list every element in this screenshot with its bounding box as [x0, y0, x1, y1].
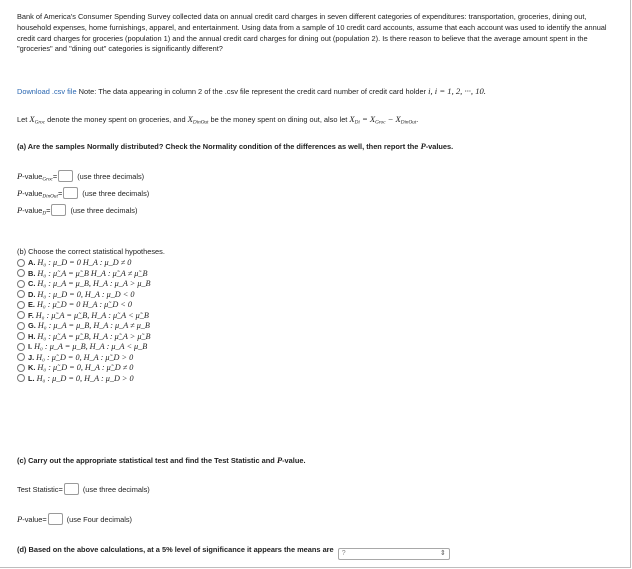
x-symbol: X — [349, 114, 355, 124]
pvalue-row — [17, 513, 132, 526]
choice-j[interactable] — [17, 352, 165, 363]
i-subscript: i — [358, 119, 360, 126]
x-symbol: X — [395, 114, 401, 124]
hypotheses-choices — [17, 247, 165, 384]
groc-subscript: Groc — [34, 119, 46, 126]
choice-e[interactable] — [17, 300, 165, 311]
pvalue-d-input[interactable] — [51, 204, 66, 216]
pvalue-label: -value — [22, 206, 43, 215]
part-a-text-end: -values. — [425, 142, 454, 151]
part-c-text-end: -value. — [282, 456, 306, 465]
part-b-question: (b) Choose the correct statistical hypotheses. — [17, 247, 165, 256]
pvalue-dinout-input[interactable] — [63, 187, 78, 199]
radio-b[interactable] — [17, 269, 25, 277]
equals-sign: = — [46, 206, 51, 215]
p-symbol: P — [17, 514, 23, 524]
choice-k[interactable] — [17, 363, 165, 374]
hint-text: (use Four decimals) — [66, 515, 133, 524]
radio-d[interactable] — [17, 290, 25, 298]
equals-sign: = — [57, 189, 63, 198]
x-symbol: X — [187, 114, 193, 124]
dining-text: be the money spent on dining out, also let — [210, 115, 348, 124]
part-a-text: (a) Are the samples Normally distributed? Check the Normality condition of the differences as well, then report the — [17, 142, 419, 151]
radio-l[interactable] — [17, 374, 25, 382]
choice-letter: D. — [28, 289, 36, 299]
pvalue-groc-row — [17, 170, 144, 186]
minus-sign: − — [387, 114, 394, 124]
choice-text: H₀ : μ̃_D = 0, H_A : μ̃_D ≠ 0 — [37, 363, 134, 373]
up-down-chevron-icon: ⇕ — [439, 550, 446, 557]
groc-subscript: Groc — [42, 176, 53, 183]
p-symbol: P — [17, 205, 23, 215]
radio-k[interactable] — [17, 364, 25, 372]
test-statistic-row — [17, 483, 150, 496]
radio-c[interactable] — [17, 280, 25, 288]
hint-text: (use three decimals) — [82, 189, 150, 198]
choice-text: H₀ : μ̃_D = 0 H_A : μ̃_D < 0 — [36, 300, 132, 310]
choice-letter: A. — [28, 258, 36, 268]
choice-f[interactable] — [17, 310, 165, 321]
choice-text: H₀ : μ_A = μ_B, H_A : μ_A ≠ μ_B — [37, 321, 150, 331]
p-symbol: P — [420, 141, 426, 151]
choice-g[interactable] — [17, 321, 165, 332]
pvalue-label: -value — [22, 189, 43, 198]
download-csv-link[interactable]: Download .csv file — [17, 87, 77, 96]
choice-letter: J. — [28, 352, 35, 362]
select-value: ? — [341, 550, 346, 557]
let-text: Let — [17, 115, 28, 124]
choice-h[interactable] — [17, 331, 165, 342]
choice-text: H₀ : μ̃_D = 0, H_A : μ̃_D > 0 — [36, 352, 134, 362]
choice-text: H₀ : μ_D = 0 H_A : μ_D ≠ 0 — [37, 258, 132, 268]
test-statistic-label: Test Statistic= — [17, 485, 63, 494]
choice-b[interactable] — [17, 268, 165, 279]
choice-c[interactable] — [17, 279, 165, 290]
choice-text: H₀ : μ̃_A = μ̃_B H_A : μ̃_A ≠ μ̃_B — [37, 268, 148, 278]
pvalue-dinout-row — [17, 187, 149, 203]
choice-letter: B. — [28, 268, 36, 278]
dinout-i-subscript: DinOut — [400, 119, 417, 126]
choice-letter: I. — [28, 342, 33, 352]
pvalue-input[interactable] — [48, 513, 63, 525]
p-symbol: P — [276, 455, 283, 465]
definition-line — [17, 114, 618, 128]
dinout-subscript: DinOut — [42, 193, 58, 200]
hint-text: (use three decimals) — [77, 172, 145, 181]
d-subscript: D — [354, 119, 359, 126]
choice-text: H₀ : μ_A = μ_B, H_A : μ_A > μ_B — [37, 279, 151, 289]
equals-sign: = — [361, 114, 368, 124]
choice-text: H₀ : μ̃_A = μ̃_B, H_A : μ̃_A < μ̃_B — [35, 310, 149, 320]
test-statistic-input[interactable] — [64, 483, 79, 495]
download-line — [17, 86, 618, 98]
period: . — [416, 115, 419, 124]
pvalue-d-row — [17, 204, 137, 220]
choice-letter: C. — [28, 279, 36, 289]
radio-h[interactable] — [17, 332, 25, 340]
choice-text: H₀ : μ̃_A = μ̃_B, H_A : μ̃_A > μ̃_B — [37, 331, 151, 341]
radio-i[interactable] — [17, 343, 25, 351]
d-subscript: D — [42, 210, 47, 217]
equals-sign: = — [52, 172, 58, 181]
choice-letter: L. — [28, 373, 35, 383]
problem-intro: Bank of America's Consumer Spending Survey collected data on annual credit card charges in seven different categories of expenditures: transportation, groceries, dining out, household expenses, home furnishings, apparel, and entertainment. Using data from a sample of 10 credit card accounts, assume that each account was used to identify the annual credit card charges for groceries (population 1) and the annual credit card charges for dining out (population 2). Is there reason to believe that the average amount spent in the "groceries" and "dining out" categories is significantly different? — [17, 12, 607, 54]
choice-letter: K. — [28, 363, 36, 373]
choice-letter: F. — [28, 310, 34, 320]
download-note: Note: The data appearing in column 2 of the .csv file represent the credit card number of credit card holder — [78, 87, 427, 96]
pvalue-label: -value= — [22, 515, 47, 524]
means-select[interactable] — [338, 548, 450, 560]
part-d-question — [17, 544, 618, 560]
groc-subscript: Groc — [375, 119, 386, 126]
radio-e[interactable] — [17, 301, 25, 309]
choice-letter: E. — [28, 300, 35, 310]
part-c-text: (c) Carry out the appropriate statistical test and find the Test Statistic and — [17, 456, 275, 465]
p-symbol: P — [17, 171, 23, 181]
part-a-question — [17, 141, 618, 153]
download-note-math: i, i = 1, 2, ···, 10. — [428, 86, 486, 96]
part-d-text: (d) Based on the above calculations, at a 5% level of significance it appears the means are — [17, 545, 334, 554]
x-symbol: X — [29, 114, 35, 124]
radio-f[interactable] — [17, 311, 25, 319]
choice-text: H₀ : μ_D = 0, H_A : μ_D > 0 — [36, 373, 134, 383]
p-symbol: P — [17, 188, 23, 198]
dinout-subscript: DinOut — [192, 119, 209, 126]
pvalue-groc-input[interactable] — [58, 170, 73, 182]
choice-l[interactable] — [17, 373, 165, 384]
choice-text: H₀ : μ_D = 0, H_A : μ_D < 0 — [37, 289, 135, 299]
choice-letter: G. — [28, 321, 36, 331]
radio-g[interactable] — [17, 322, 25, 330]
choice-a[interactable] — [17, 258, 165, 269]
x-symbol: X — [369, 114, 376, 124]
choice-d[interactable] — [17, 289, 165, 300]
choice-text: H₀ : μ_A = μ_B, H_A : μ_A < μ_B — [34, 342, 148, 352]
radio-a[interactable] — [17, 259, 25, 267]
part-c-question — [17, 455, 618, 467]
groceries-text: denote the money spent on groceries, and — [47, 115, 186, 124]
hint-text: (use three decimals) — [70, 206, 138, 215]
pvalue-label: -value — [22, 172, 43, 181]
choice-i[interactable] — [17, 342, 165, 353]
hint-text: (use three decimals) — [82, 485, 150, 494]
radio-j[interactable] — [17, 353, 25, 361]
choice-letter: H. — [28, 331, 36, 341]
